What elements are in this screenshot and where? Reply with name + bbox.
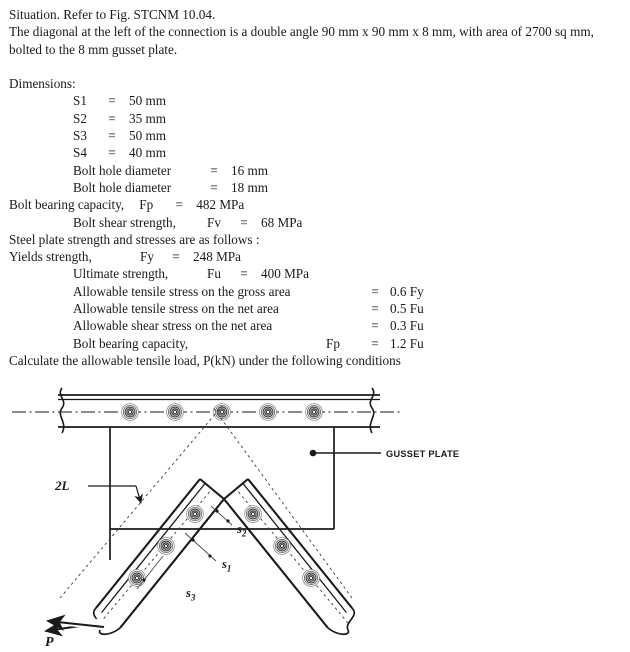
equals-sign: = xyxy=(371,283,379,299)
dimension-value-s1: 50 mm xyxy=(129,93,166,109)
allowable-symbol-bolt-bearing: Fp xyxy=(326,335,340,351)
double-angle-label: 2L xyxy=(55,478,70,493)
left-diagonal-bolt xyxy=(129,570,146,587)
equals-sign: = xyxy=(108,145,116,161)
bolt-shear-symbol: Fv xyxy=(207,214,221,230)
allowable-row-gross-tensile xyxy=(73,283,626,300)
spacer xyxy=(9,58,626,75)
dimension-label-s3: S3 xyxy=(73,128,87,144)
bolt-shear-strength-row xyxy=(73,214,626,231)
right-diagonal-bolt-group xyxy=(245,506,320,587)
dimension-value-s2: 35 mm xyxy=(129,110,166,126)
bolt-bearing-value: 482 MPa xyxy=(196,197,245,213)
ultimate-strength-value: 400 MPa xyxy=(261,266,309,282)
question-line: Calculate the allowable tensile load, P(kN) under the following conditions xyxy=(9,352,401,368)
left-diagonal-bolt xyxy=(158,538,175,555)
equals-sign: = xyxy=(108,93,116,109)
equals-sign: = xyxy=(371,335,379,351)
gusset-plate-label: GUSSET PLATE xyxy=(386,449,460,459)
ultimate-strength-row xyxy=(73,265,626,282)
left-diagonal-member xyxy=(94,479,224,634)
dimension-value-s3: 50 mm xyxy=(129,128,166,144)
beam-bolt xyxy=(260,404,277,421)
dimension-row-s2 xyxy=(73,110,626,127)
bolt-hole-row-1 xyxy=(73,162,626,179)
allowable-label-gross-tensile: Allowable tensile stress on the gross area xyxy=(73,283,291,299)
double-angle-leader xyxy=(88,486,141,503)
ultimate-strength-label: Ultimate strength, xyxy=(73,266,169,282)
allowable-row-net-shear xyxy=(73,317,626,334)
equals-sign: = xyxy=(240,214,248,230)
equals-sign: = xyxy=(108,128,116,144)
dimension-row-s1 xyxy=(73,92,626,109)
bolt-hole-value-2: 18 mm xyxy=(231,179,268,195)
connection-figure xyxy=(0,378,630,652)
steel-intro-line: Steel plate strength and stresses are as follows : xyxy=(9,231,260,247)
yield-strength-row xyxy=(9,248,626,265)
yield-strength-label: Yields strength, xyxy=(9,249,92,265)
allowable-row-bolt-bearing xyxy=(73,335,626,352)
dimension-row-s4 xyxy=(73,144,626,161)
right-diagonal-bolt xyxy=(274,538,291,555)
dimension-label-s4: S4 xyxy=(73,145,87,161)
dimension-value-s4: 40 mm xyxy=(129,145,166,161)
bolt-hole-label-2: Bolt hole diameter xyxy=(73,179,172,195)
situation-line: Situation. Refer to Fig. STCNM 10.04. xyxy=(9,7,216,22)
equals-sign: = xyxy=(108,110,116,126)
ultimate-strength-symbol: Fu xyxy=(207,266,221,282)
equals-sign: = xyxy=(371,301,379,317)
equals-sign: = xyxy=(210,179,218,195)
bolt-shear-label: Bolt shear strength, xyxy=(73,214,176,230)
bolt-hole-value-1: 16 mm xyxy=(231,162,268,178)
bolt-shear-value: 68 MPa xyxy=(261,214,303,230)
right-diagonal-bolt xyxy=(303,570,320,587)
right-diagonal-bolt xyxy=(245,506,262,523)
yield-strength-symbol: Fy xyxy=(140,249,154,265)
allowable-label-net-shear: Allowable shear stress on the net area xyxy=(73,318,273,334)
spacing-label-s2: $s_2$ xyxy=(237,522,247,539)
equals-sign: = xyxy=(240,266,248,282)
yield-strength-value: 248 MPa xyxy=(193,249,241,265)
bolt-hole-label-1: Bolt hole diameter xyxy=(73,162,172,178)
bolt-hole-row-2 xyxy=(73,179,626,196)
equals-sign: = xyxy=(371,318,379,334)
diagonal-centerlines xyxy=(60,406,352,598)
dimension-label-s1: S1 xyxy=(73,93,87,109)
load-label-p: P xyxy=(45,635,54,650)
load-arrow-shaft xyxy=(40,610,105,628)
left-diagonal-bolt xyxy=(187,506,204,523)
bolt-bearing-symbol: Fp xyxy=(139,197,154,213)
bolt-bearing-capacity-row xyxy=(9,196,626,213)
equals-sign: = xyxy=(210,162,218,178)
figure-svg xyxy=(0,378,630,652)
bolt-bearing-capacity-label: Bolt bearing capacity, xyxy=(9,197,125,213)
allowable-row-net-tensile xyxy=(73,300,626,317)
gusset-plate-leader xyxy=(310,450,381,457)
beam-bolt xyxy=(306,404,323,421)
allowable-value-gross-tensile: 0.6 Fy xyxy=(390,283,424,299)
allowable-label-net-tensile: Allowable tensile stress on the net area xyxy=(73,301,279,317)
allowable-value-net-shear: 0.3 Fu xyxy=(390,318,424,334)
dimensions-heading: Dimensions: xyxy=(9,76,76,92)
dimension-label-s2: S2 xyxy=(73,110,87,126)
equals-sign: = xyxy=(175,197,183,213)
allowable-label-bolt-bearing: Bolt bearing capacity, xyxy=(73,335,189,351)
equals-sign: = xyxy=(172,249,180,265)
beam-bolt xyxy=(122,404,139,421)
problem-description: The diagonal at the left of the connection is a double angle 90 mm x 90 mm x 8 mm, with area of 2700 sq mm, bolted to the 8 mm gusset plate. xyxy=(9,24,594,57)
beam-bolt xyxy=(167,404,184,421)
spacing-label-s3: $s_3$ xyxy=(186,586,196,603)
gusset-plate xyxy=(110,427,334,560)
left-diagonal-bolt-group xyxy=(129,506,204,587)
allowable-value-bolt-bearing: 1.2 Fu xyxy=(390,335,424,351)
spacing-label-s1: $s_1$ xyxy=(222,557,232,574)
dimension-row-s3 xyxy=(73,127,626,144)
allowable-value-net-tensile: 0.5 Fu xyxy=(390,301,424,317)
